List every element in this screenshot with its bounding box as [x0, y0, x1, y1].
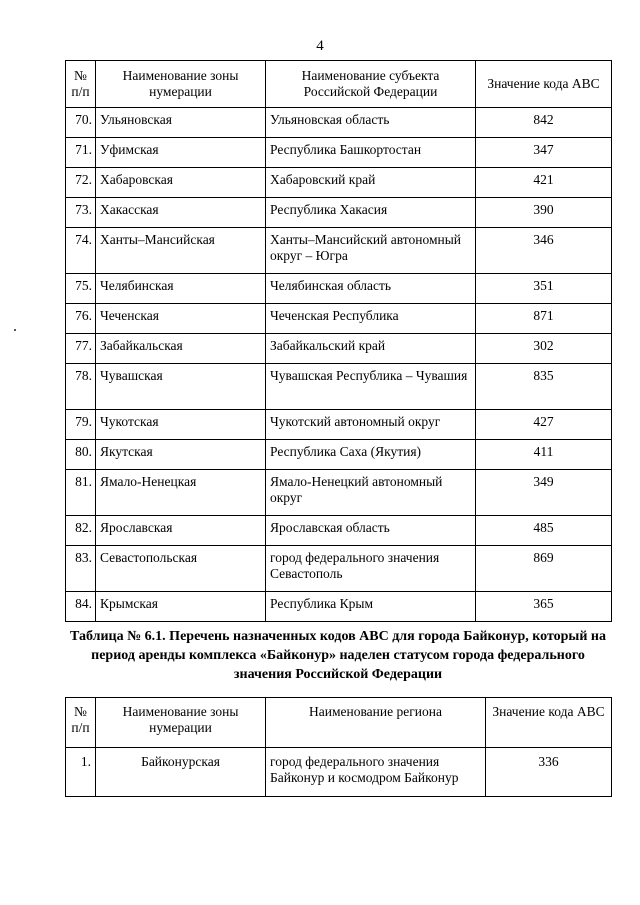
- table-row: [66, 470, 612, 516]
- cell-region: город федерального значения Байконур и космодром Байконур: [266, 748, 486, 797]
- cell-subject: Республика Башкортостан: [266, 138, 476, 168]
- cell-num: 81.: [66, 470, 96, 516]
- cell-code: 336: [486, 748, 612, 797]
- cell-num: 73.: [66, 198, 96, 228]
- cell-num: 80.: [66, 440, 96, 470]
- baikonur-codes-table: [65, 697, 612, 797]
- header-zone: Наименование зоны нумерации: [96, 698, 266, 748]
- table-row: [66, 516, 612, 546]
- table-row: [66, 198, 612, 228]
- cell-zone: Якутская: [96, 440, 266, 470]
- cell-num: 1.: [66, 748, 96, 797]
- table-row: [66, 440, 612, 470]
- cell-subject: Ямало-Ненецкий автономный округ: [266, 470, 476, 516]
- table-caption: Таблица № 6.1. Перечень назначенных кодов АВС для города Байконур, который на период аренды комплекса «Байконур» наделен статусом города федерального значения Российской Федерации: [69, 629, 606, 682]
- cell-num: 82.: [66, 516, 96, 546]
- table-row: [66, 748, 612, 797]
- cell-zone: Крымская: [96, 592, 266, 622]
- cell-code: 427: [476, 410, 612, 440]
- cell-subject: Забайкальский край: [266, 334, 476, 364]
- header-code: Значение кода АВС: [486, 698, 612, 748]
- cell-code: 347: [476, 138, 612, 168]
- cell-code: 869: [476, 546, 612, 592]
- page-number: 4: [316, 38, 324, 54]
- table-row: [66, 168, 612, 198]
- cell-zone: Ханты–Мансийская: [96, 228, 266, 274]
- table-row: [66, 228, 612, 274]
- header-region: Наименование региона: [266, 698, 486, 748]
- table-row: [66, 410, 612, 440]
- cell-subject: Республика Крым: [266, 592, 476, 622]
- cell-subject: город федерального значения Севастополь: [266, 546, 476, 592]
- cell-num: 75.: [66, 274, 96, 304]
- cell-code: 411: [476, 440, 612, 470]
- cell-zone: Ямало-Ненецкая: [96, 470, 266, 516]
- cell-zone: Ярославская: [96, 516, 266, 546]
- cell-code: 835: [476, 364, 612, 410]
- header-zone: Наименование зоны нумерации: [96, 61, 266, 108]
- cell-subject: Ульяновская область: [266, 108, 476, 138]
- table-row: [66, 546, 612, 592]
- cell-subject: Республика Хакасия: [266, 198, 476, 228]
- header-num: № п/п: [66, 698, 96, 748]
- table-row: [66, 108, 612, 138]
- cell-zone: Байконурская: [96, 748, 266, 797]
- cell-subject: Ярославская область: [266, 516, 476, 546]
- cell-subject: Ханты–Мансийский автономный округ – Югра: [266, 228, 476, 274]
- scan-mark: [14, 329, 16, 331]
- cell-zone: Забайкальская: [96, 334, 266, 364]
- table-row: [66, 364, 612, 410]
- cell-code: 346: [476, 228, 612, 274]
- cell-code: 842: [476, 108, 612, 138]
- header-code: Значение кода АВС: [476, 61, 612, 108]
- cell-code: 390: [476, 198, 612, 228]
- cell-code: 421: [476, 168, 612, 198]
- cell-zone: Челябинская: [96, 274, 266, 304]
- cell-num: 74.: [66, 228, 96, 274]
- cell-subject: Чеченская Республика: [266, 304, 476, 334]
- cell-num: 70.: [66, 108, 96, 138]
- cell-num: 78.: [66, 364, 96, 410]
- cell-subject: Челябинская область: [266, 274, 476, 304]
- cell-num: 83.: [66, 546, 96, 592]
- cell-code: 349: [476, 470, 612, 516]
- table-row: [66, 274, 612, 304]
- cell-code: 485: [476, 516, 612, 546]
- cell-subject: Чувашская Республика – Чувашия: [266, 364, 476, 410]
- cell-num: 72.: [66, 168, 96, 198]
- table-header-row: [66, 61, 612, 108]
- cell-zone: Уфимская: [96, 138, 266, 168]
- table-header-row: [66, 698, 612, 748]
- cell-subject: Чукотский автономный округ: [266, 410, 476, 440]
- table-row: [66, 138, 612, 168]
- cell-code: 302: [476, 334, 612, 364]
- cell-zone: Чукотская: [96, 410, 266, 440]
- cell-zone: Хабаровская: [96, 168, 266, 198]
- cell-zone: Чеченская: [96, 304, 266, 334]
- abc-codes-table: [65, 60, 612, 622]
- cell-zone: Севастопольская: [96, 546, 266, 592]
- table-row: [66, 334, 612, 364]
- cell-num: 76.: [66, 304, 96, 334]
- cell-code: 871: [476, 304, 612, 334]
- cell-subject: Хабаровский край: [266, 168, 476, 198]
- table-row: [66, 304, 612, 334]
- table-row: [66, 592, 612, 622]
- cell-zone: Хакасская: [96, 198, 266, 228]
- cell-num: 71.: [66, 138, 96, 168]
- cell-num: 77.: [66, 334, 96, 364]
- cell-num: 84.: [66, 592, 96, 622]
- cell-subject: Республика Саха (Якутия): [266, 440, 476, 470]
- cell-zone: Ульяновская: [96, 108, 266, 138]
- header-num: № п/п: [66, 61, 96, 108]
- cell-num: 79.: [66, 410, 96, 440]
- cell-code: 351: [476, 274, 612, 304]
- cell-zone: Чувашская: [96, 364, 266, 410]
- cell-code: 365: [476, 592, 612, 622]
- header-subject: Наименование субъекта Российской Федерации: [266, 61, 476, 108]
